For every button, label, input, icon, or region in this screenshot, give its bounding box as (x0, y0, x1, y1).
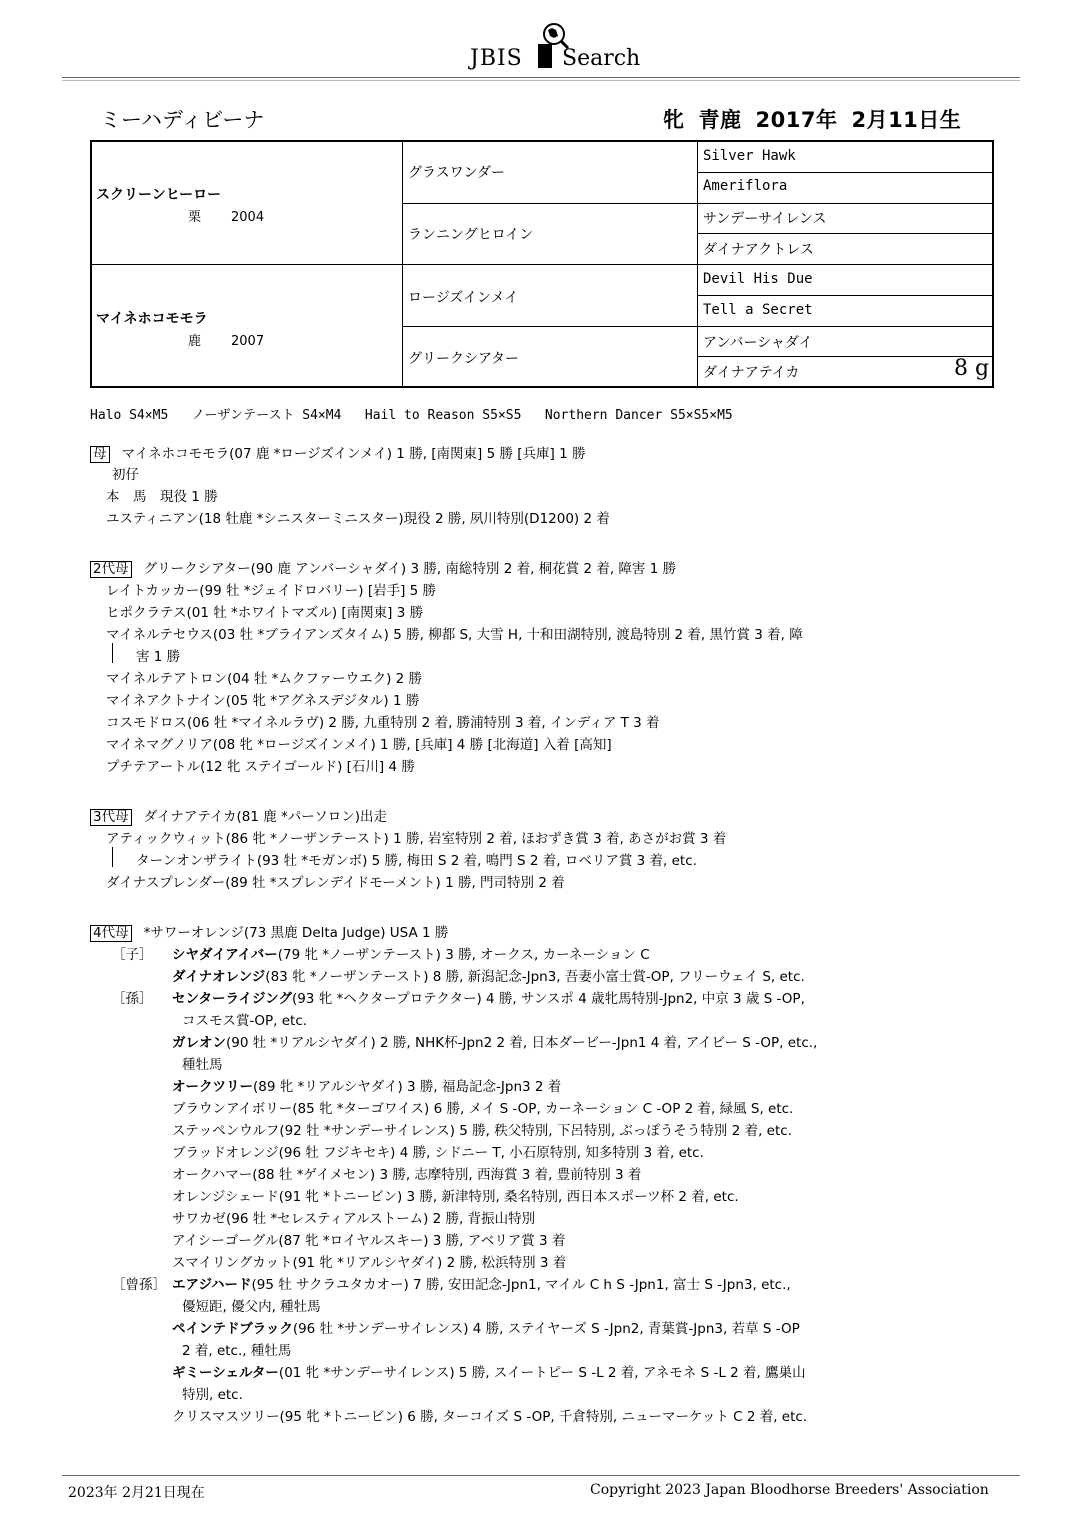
logo-text-jbis: JBIS (470, 46, 523, 71)
inbreeding-crosses: Halo S4×M5 ノーザンテースト S4×M4 Hail to Reason S5×S5 Northern Dancer S5×S5×M5 (90, 408, 733, 423)
descendant-name: シヤダイアイバー (172, 947, 278, 963)
logo-text-search: Search (562, 46, 641, 71)
gen3-6: Tell a Secret (703, 302, 813, 318)
gen3-5: Devil His Due (703, 271, 813, 287)
2nd-dam-offspring: コスモドロス(06 牡 *マイネルラヴ) 2 勝, 九重特別 2 着, 勝浦特別 3 着, インディア T 3 着 (106, 715, 660, 731)
2nd-dam-offspring: マイネアクトナイン(05 牝 *アグネスデジタル) 1 勝 (106, 693, 420, 709)
2nd-dam-offspring: レイトカッカー(99 牡 *ジェイドロバリー) [岩手] 5 勝 (106, 583, 437, 599)
gen3-7: アンバーシャダイ (703, 335, 813, 351)
gen2-dam-dam: グリークシアター (408, 351, 520, 367)
section-3rd-dam (90, 805, 387, 826)
descendant-line-cont: 特別, etc. (182, 1387, 243, 1403)
3rd-dam-offspring: ダイナスプレンダー(89 牡 *スプレンデイドモーメント) 1 勝, 門司特別 2 着 (106, 875, 565, 891)
gen2-sire-sire: グラスワンダー (408, 165, 506, 181)
dam-note: 初仔 (112, 467, 139, 483)
gen3-4: ダイナアクトレス (703, 242, 814, 258)
header-divider (62, 77, 1020, 78)
horse-color: 青鹿 (698, 108, 742, 132)
descendant-line: ペインテドブラック(96 牡 *サンデーサイレンス) 4 勝, ステイヤーズ S -Jpn2, 青葉賞-Jpn3, 若草 S -OP (172, 1321, 800, 1337)
gen3-2: Ameriflora (703, 178, 788, 194)
descendant-line: オークハマー(88 牡 *ゲイメセン) 3 勝, 志摩特別, 西海賞 3 着, 豊前特別 3 着 (172, 1167, 642, 1183)
pedigree-table (90, 140, 994, 388)
tag-grandchild: ［孫］ (112, 991, 153, 1007)
descendant-line: ステッペンウルフ(92 牡 *サンデーサイレンス) 5 勝, 秩父特別, 下呂特別, ぶっぽうそう特別 2 着, etc. (172, 1123, 792, 1139)
descendant-line: スマイリングカット(91 牝 *リアルシヤダイ) 2 勝, 松浜特別 3 着 (172, 1255, 567, 1271)
section-label-3rd-dam: 3代母 (90, 809, 132, 826)
header-divider-shadow (62, 80, 1020, 81)
descendant-name: エアジハード (172, 1277, 252, 1293)
2nd-dam-record: グリークシアター(90 鹿 アンバーシャダイ) 3 勝, 南総特別 2 着, 桐花賞 2 着, 障害 1 勝 (143, 561, 677, 577)
2nd-dam-offspring: マイネルテアトロン(04 牡 *ムクファーウエク) 2 勝 (106, 671, 423, 687)
footer-copyright: Copyright 2023 Japan Bloodhorse Breeders' Association (590, 1482, 989, 1498)
descendant-name: ペインテドブラック (172, 1321, 293, 1337)
sibling-record: ユスティニアン(18 牡鹿 *シニスターミニスター)現役 2 勝, 夙川特別(D1200) 2 着 (106, 511, 610, 527)
dam-cell (96, 308, 264, 349)
dam-record: マイネホコモモラ(07 鹿 *ロージズインメイ) 1 勝, [南関東] 5 勝 [兵庫] 1 勝 (121, 446, 586, 462)
horse-birth-year: 2017年 (755, 108, 838, 132)
descendant-line: シヤダイアイバー(79 牝 *ノーザンテースト) 3 勝, オークス, カーネーション C (172, 947, 650, 963)
descendant-line-cont: 種牡馬 (182, 1057, 223, 1073)
3rd-dam-grand-offspring: ターンオンザライト(93 牡 *モガンボ) 5 勝, 梅田 S 2 着, 鳴門 S 2 着, ロベリア賞 3 着, etc. (136, 853, 697, 869)
descendant-name: オークツリー (172, 1079, 253, 1095)
descendant-line-cont: コスモス賞-OP, etc. (182, 1013, 308, 1029)
gen2-sire-dam: ランニングヒロイン (408, 227, 534, 243)
footer-divider (62, 1475, 1020, 1476)
descendant-line: ブラウンアイボリー(85 牝 *ターゴワイス) 6 勝, メイ S -OP, カーネーション C -OP 2 着, 緑風 S, etc. (172, 1101, 794, 1117)
descendant-line: ブラッドオレンジ(96 牡 フジキセキ) 4 勝, シドニー T, 小石原特別, 知多特別 3 着, etc. (172, 1145, 704, 1161)
sire-color: 栗 (188, 210, 202, 225)
horse-profile (663, 104, 975, 134)
horse-birth-day: 2月11日生 (851, 108, 962, 132)
2nd-dam-offspring: プチテアートル(12 牝 ステイゴールド) [石川] 4 勝 (106, 759, 415, 775)
gen3-1: Silver Hawk (703, 148, 796, 164)
descendant-line: サワカゼ(96 牡 *セレスティアルストーム) 2 勝, 背振山特別 (172, 1211, 536, 1227)
horse-sex: 牝 (663, 108, 685, 132)
descendant-line-cont: 優短距, 優父内, 種牡馬 (182, 1299, 321, 1315)
descendant-name: ダイナオレンジ (172, 969, 266, 985)
jbis-search-logo (470, 18, 640, 74)
section-label-dam: 母 (90, 446, 110, 463)
descendant-name: ギミーシェルター (172, 1365, 279, 1381)
descendant-line: オークツリー(89 牝 *リアルシヤダイ) 3 勝, 福島記念-Jpn3 2 着 (172, 1079, 562, 1095)
descendant-name: センターライジング (172, 991, 292, 1007)
tag-child: ［子］ (112, 947, 153, 963)
3rd-dam-record: ダイナアテイカ(81 鹿 *パーソロン)出走 (143, 809, 387, 825)
descendant-line: クリスマスツリー(95 牝 *トニービン) 6 勝, ターコイズ S -OP, 千倉特別, ニューマーケット C 2 着, etc. (172, 1409, 808, 1425)
gen2-dam-sire: ロージズインメイ (408, 290, 519, 306)
gen3-8: ダイナアテイカ (703, 365, 800, 381)
descendant-line: ギミーシェルター(01 牝 *サンデーサイレンス) 5 勝, スイートピー S -L 2 着, アネモネ S -L 2 着, 鷹巣山 (172, 1365, 806, 1381)
sire-cell (96, 184, 264, 225)
sire-name: スクリーンヒーロー (96, 187, 222, 203)
inbreed-count: 8 g (954, 356, 990, 381)
section-dam (90, 442, 585, 463)
dam-name: マイネホコモモラ (96, 311, 208, 327)
section-label-2nd-dam: 2代母 (90, 561, 132, 578)
descendant-line: エアジハード(95 牡 サクラユタカオー) 7 勝, 安田記念-Jpn1, マイル C h S -Jpn1, 富士 S -Jpn3, etc., (172, 1277, 791, 1293)
section-label-4th-dam: 4代母 (90, 925, 132, 942)
4th-dam-record: *サワーオレンジ(73 黒鹿 Delta Judge) USA 1 勝 (143, 925, 449, 941)
dam-year: 2007 (231, 334, 265, 349)
descendant-line: ダイナオレンジ(83 牝 *ノーザンテースト) 8 勝, 新潟記念-Jpn3, 吾妻小富士賞-OP, フリーウェイ S, etc. (172, 969, 805, 985)
descendant-line: アイシーゴーグル(87 牝 *ロイヤルスキー) 3 勝, アベリア賞 3 着 (172, 1233, 566, 1249)
2nd-dam-offspring: マイネマグノリア(08 牝 *ロージズインメイ) 1 勝, [兵庫] 4 勝 [北海道] 入着 [高知] (106, 737, 612, 753)
dam-color: 鹿 (188, 334, 202, 349)
2nd-dam-offspring: マイネルテセウス(03 牡 *ブライアンズタイム) 5 勝, 柳都 S, 大雪 H, 十和田湖特別, 渡島特別 2 着, 黒竹賞 3 着, 障 (106, 627, 803, 643)
descendant-line: オレンジシェード(91 牝 *トニービン) 3 勝, 新津特別, 桑名特別, 西日本スポーツ杯 2 着, etc. (172, 1189, 739, 1205)
gen3-3: サンデーサイレンス (703, 211, 827, 227)
descendant-line: ガレオン(90 牡 *リアルシヤダイ) 2 勝, NHK杯-Jpn2 2 着, 日本ダービー-Jpn1 4 着, アイビー S -OP, etc., (172, 1035, 818, 1051)
descendant-line-cont: 2 着, etc., 種牡馬 (182, 1343, 292, 1359)
2nd-dam-offspring-cont: 害 1 勝 (136, 649, 181, 665)
tag-great-grandchild: ［曾孫］ (112, 1277, 166, 1293)
horse-name: ミーハディビーナ (100, 108, 265, 132)
3rd-dam-offspring: アティックウィット(86 牝 *ノーザンテースト) 1 勝, 岩室特別 2 着, ほおずき賞 3 着, あさがお賞 3 着 (106, 831, 727, 847)
self-record: 本 馬 現役 1 勝 (106, 489, 218, 505)
footer-date: 2023年 2月21日現在 (68, 1485, 205, 1501)
section-4th-dam (90, 921, 448, 942)
section-2nd-dam (90, 557, 676, 578)
2nd-dam-offspring: ヒポクラテス(01 牡 *ホワイトマズル) [南関東] 3 勝 (106, 605, 424, 621)
sire-year: 2004 (231, 210, 265, 225)
descendant-line: センターライジング(93 牝 *ヘクタープロテクター) 4 勝, サンスポ 4 歳牝馬特別-Jpn2, 中京 3 歳 S -OP, (172, 991, 805, 1007)
descendant-name: ガレオン (172, 1035, 226, 1051)
